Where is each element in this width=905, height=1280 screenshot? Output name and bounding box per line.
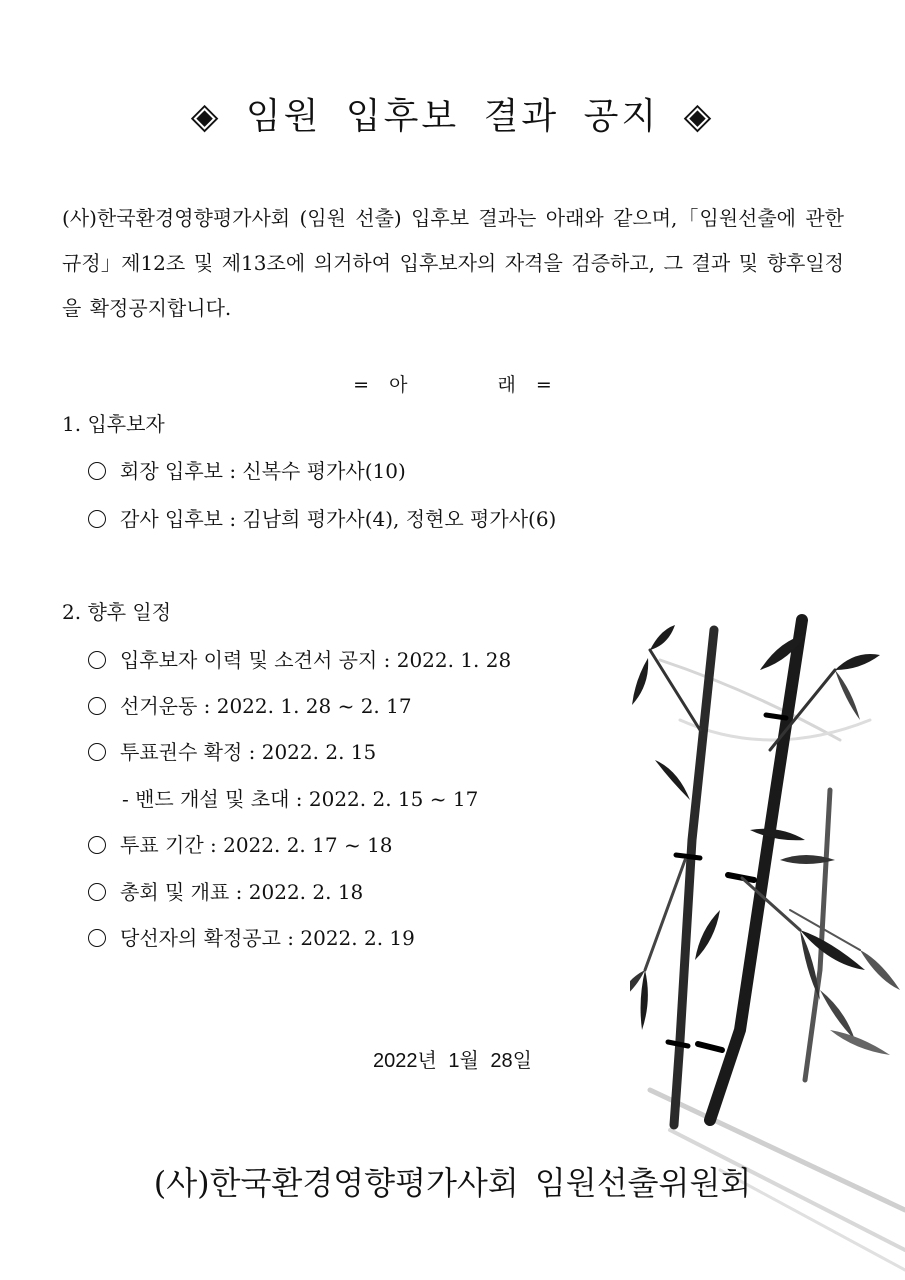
schedule-item xyxy=(88,644,511,673)
below-marker-right: 래 = xyxy=(497,374,552,396)
circle-bullet-icon xyxy=(88,510,106,528)
schedule-item xyxy=(88,736,376,765)
page-title: ◈ 임원 입후보 결과 공지 ◈ xyxy=(190,96,715,137)
schedule-item-text: 투표권수 확정 : 2022. 2. 15 xyxy=(120,740,377,764)
schedule-item-text: 입후보자 이력 및 소견서 공지 : 2022. 1. 28 xyxy=(120,648,512,672)
candidate-auditor xyxy=(88,503,556,532)
section-schedule-heading: 2. 향후 일정 xyxy=(62,600,172,624)
organization-name: (사)한국환경영향평가사회 임원선출위원회 xyxy=(153,1164,752,1202)
circle-bullet-icon xyxy=(88,883,106,901)
schedule-item xyxy=(88,876,363,905)
circle-bullet-icon xyxy=(88,697,106,715)
circle-bullet-icon xyxy=(88,651,106,669)
below-marker-left: = 아 xyxy=(353,374,408,396)
circle-bullet-icon xyxy=(88,462,106,480)
schedule-item-text: 총회 및 개표 : 2022. 2. 18 xyxy=(120,880,364,904)
candidate-president xyxy=(88,455,406,484)
below-marker xyxy=(0,370,905,397)
schedule-item-text: 당선자의 확정공고 : 2022. 2. 19 xyxy=(120,926,415,950)
schedule-item-text: 투표 기간 : 2022. 2. 17 ~ 18 xyxy=(120,833,393,857)
intro-paragraph: (사)한국환경영향평가사회 (임원 선출) 입후보 결과는 아래와 같으며,「임원선출에 관한 규정」제12조 및 제13조에 의거하여 입후보자의 자격을 검증하고, 그 결과 및 향후일정을 확정공지합니다. xyxy=(62,206,844,320)
schedule-item xyxy=(88,690,412,719)
schedule-item-text: 선거운동 : 2022. 1. 28 ~ 2. 17 xyxy=(120,694,412,718)
candidate-president-text: 회장 입후보 : 신복수 평가사(10) xyxy=(120,459,406,483)
circle-bullet-icon xyxy=(88,929,106,947)
schedule-item xyxy=(88,829,393,858)
schedule-sub-item: - 밴드 개설 및 초대 : 2022. 2. 15 ~ 17 xyxy=(122,787,479,811)
circle-bullet-icon xyxy=(88,836,106,854)
circle-bullet-icon xyxy=(88,743,106,761)
schedule-item xyxy=(88,922,415,951)
section-candidates-heading: 1. 입후보자 xyxy=(62,412,165,436)
notice-date: 2022년 1월 28일 xyxy=(373,1050,532,1072)
candidate-auditor-text: 감사 입후보 : 김남희 평가사(4), 정현오 평가사(6) xyxy=(120,507,557,531)
